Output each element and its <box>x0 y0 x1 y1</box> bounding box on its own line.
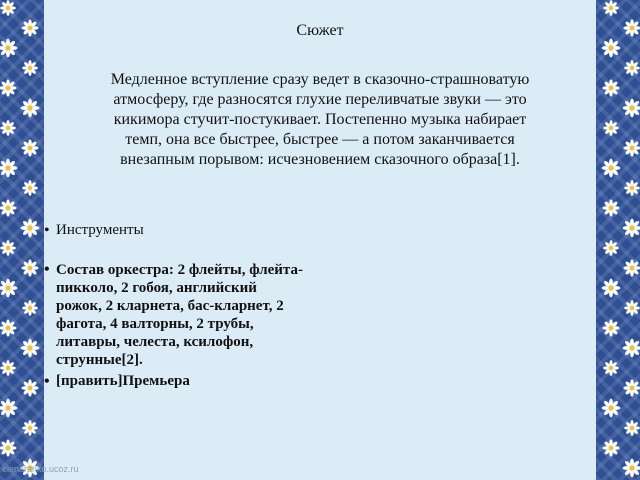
daisy-icon <box>602 439 619 456</box>
daisy-icon <box>623 339 640 358</box>
daisy-icon <box>0 120 16 136</box>
daisy-icon <box>21 139 38 156</box>
slide-content <box>44 0 596 480</box>
daisy-icon <box>603 360 619 376</box>
daisy-icon <box>0 0 16 16</box>
daisy-icon <box>22 180 38 196</box>
slide-title: Сюжет <box>296 22 344 39</box>
daisy-icon <box>623 19 640 36</box>
daisy-icon <box>0 360 16 376</box>
daisy-icon <box>623 379 640 396</box>
daisy-icon <box>21 379 38 396</box>
daisy-icon <box>602 199 619 216</box>
daisy-icon <box>623 459 640 478</box>
daisy-icon <box>22 300 38 316</box>
daisy-icon <box>0 159 17 178</box>
daisy-icon <box>602 279 621 298</box>
daisy-icon <box>624 180 640 196</box>
daisy-icon <box>602 319 619 336</box>
daisy-icon <box>0 199 17 216</box>
bullet-orchestra: • Состав оркестра: 2 флейты, флейта-пикколо, 2 гобоя, английский рожок, 2 кларнета, бас-кларнет, 2 фагота, 4 валторны, 2 трубы, литавры, челеста, ксилофон, струнные[2]. <box>44 261 306 369</box>
daisy-icon <box>0 39 17 58</box>
daisy-icon <box>624 60 640 76</box>
daisy-icon <box>623 219 640 238</box>
bullet-instruments: • Инструменты <box>44 222 384 239</box>
daisy-icon <box>21 339 40 358</box>
daisy-icon <box>623 99 640 118</box>
daisy-icon <box>0 240 16 256</box>
daisy-icon <box>21 219 40 238</box>
daisy-icon <box>602 399 621 418</box>
daisy-icon <box>603 240 619 256</box>
watermark-text: elenaranko.ucoz.ru <box>2 464 79 474</box>
daisy-icon <box>602 39 621 58</box>
daisy-icon <box>603 120 619 136</box>
daisy-icon <box>603 0 619 16</box>
daisy-icon <box>623 259 640 276</box>
daisy-icon <box>21 99 40 118</box>
bullet-list <box>44 222 384 390</box>
daisy-icon <box>22 420 38 436</box>
daisy-icon <box>602 159 621 178</box>
daisy-icon <box>0 439 17 456</box>
daisy-icon <box>0 279 17 298</box>
daisy-icon <box>21 19 38 36</box>
daisy-icon <box>624 300 640 316</box>
plot-paragraph: Медленное вступление сразу ведет в сказочно-страшноватую атмосферу, где разносятся глухие переливчатые звуки — это кикимора стучит-постукивает. Постепенно музыка набирает темп, она все быстрее, быстрее — а потом заканчивается внезапным порывом: исчезновением сказочного образа[1]. <box>110 71 530 168</box>
daisy-icon <box>624 420 640 436</box>
daisy-icon <box>21 259 38 276</box>
daisy-icon <box>0 319 17 336</box>
daisy-icon <box>0 399 17 418</box>
daisy-icon <box>602 79 619 96</box>
bullet-premiere: • [править]Премьера <box>44 373 384 390</box>
daisy-icon <box>623 139 640 156</box>
daisy-icon <box>22 60 38 76</box>
daisy-icon <box>0 79 17 96</box>
